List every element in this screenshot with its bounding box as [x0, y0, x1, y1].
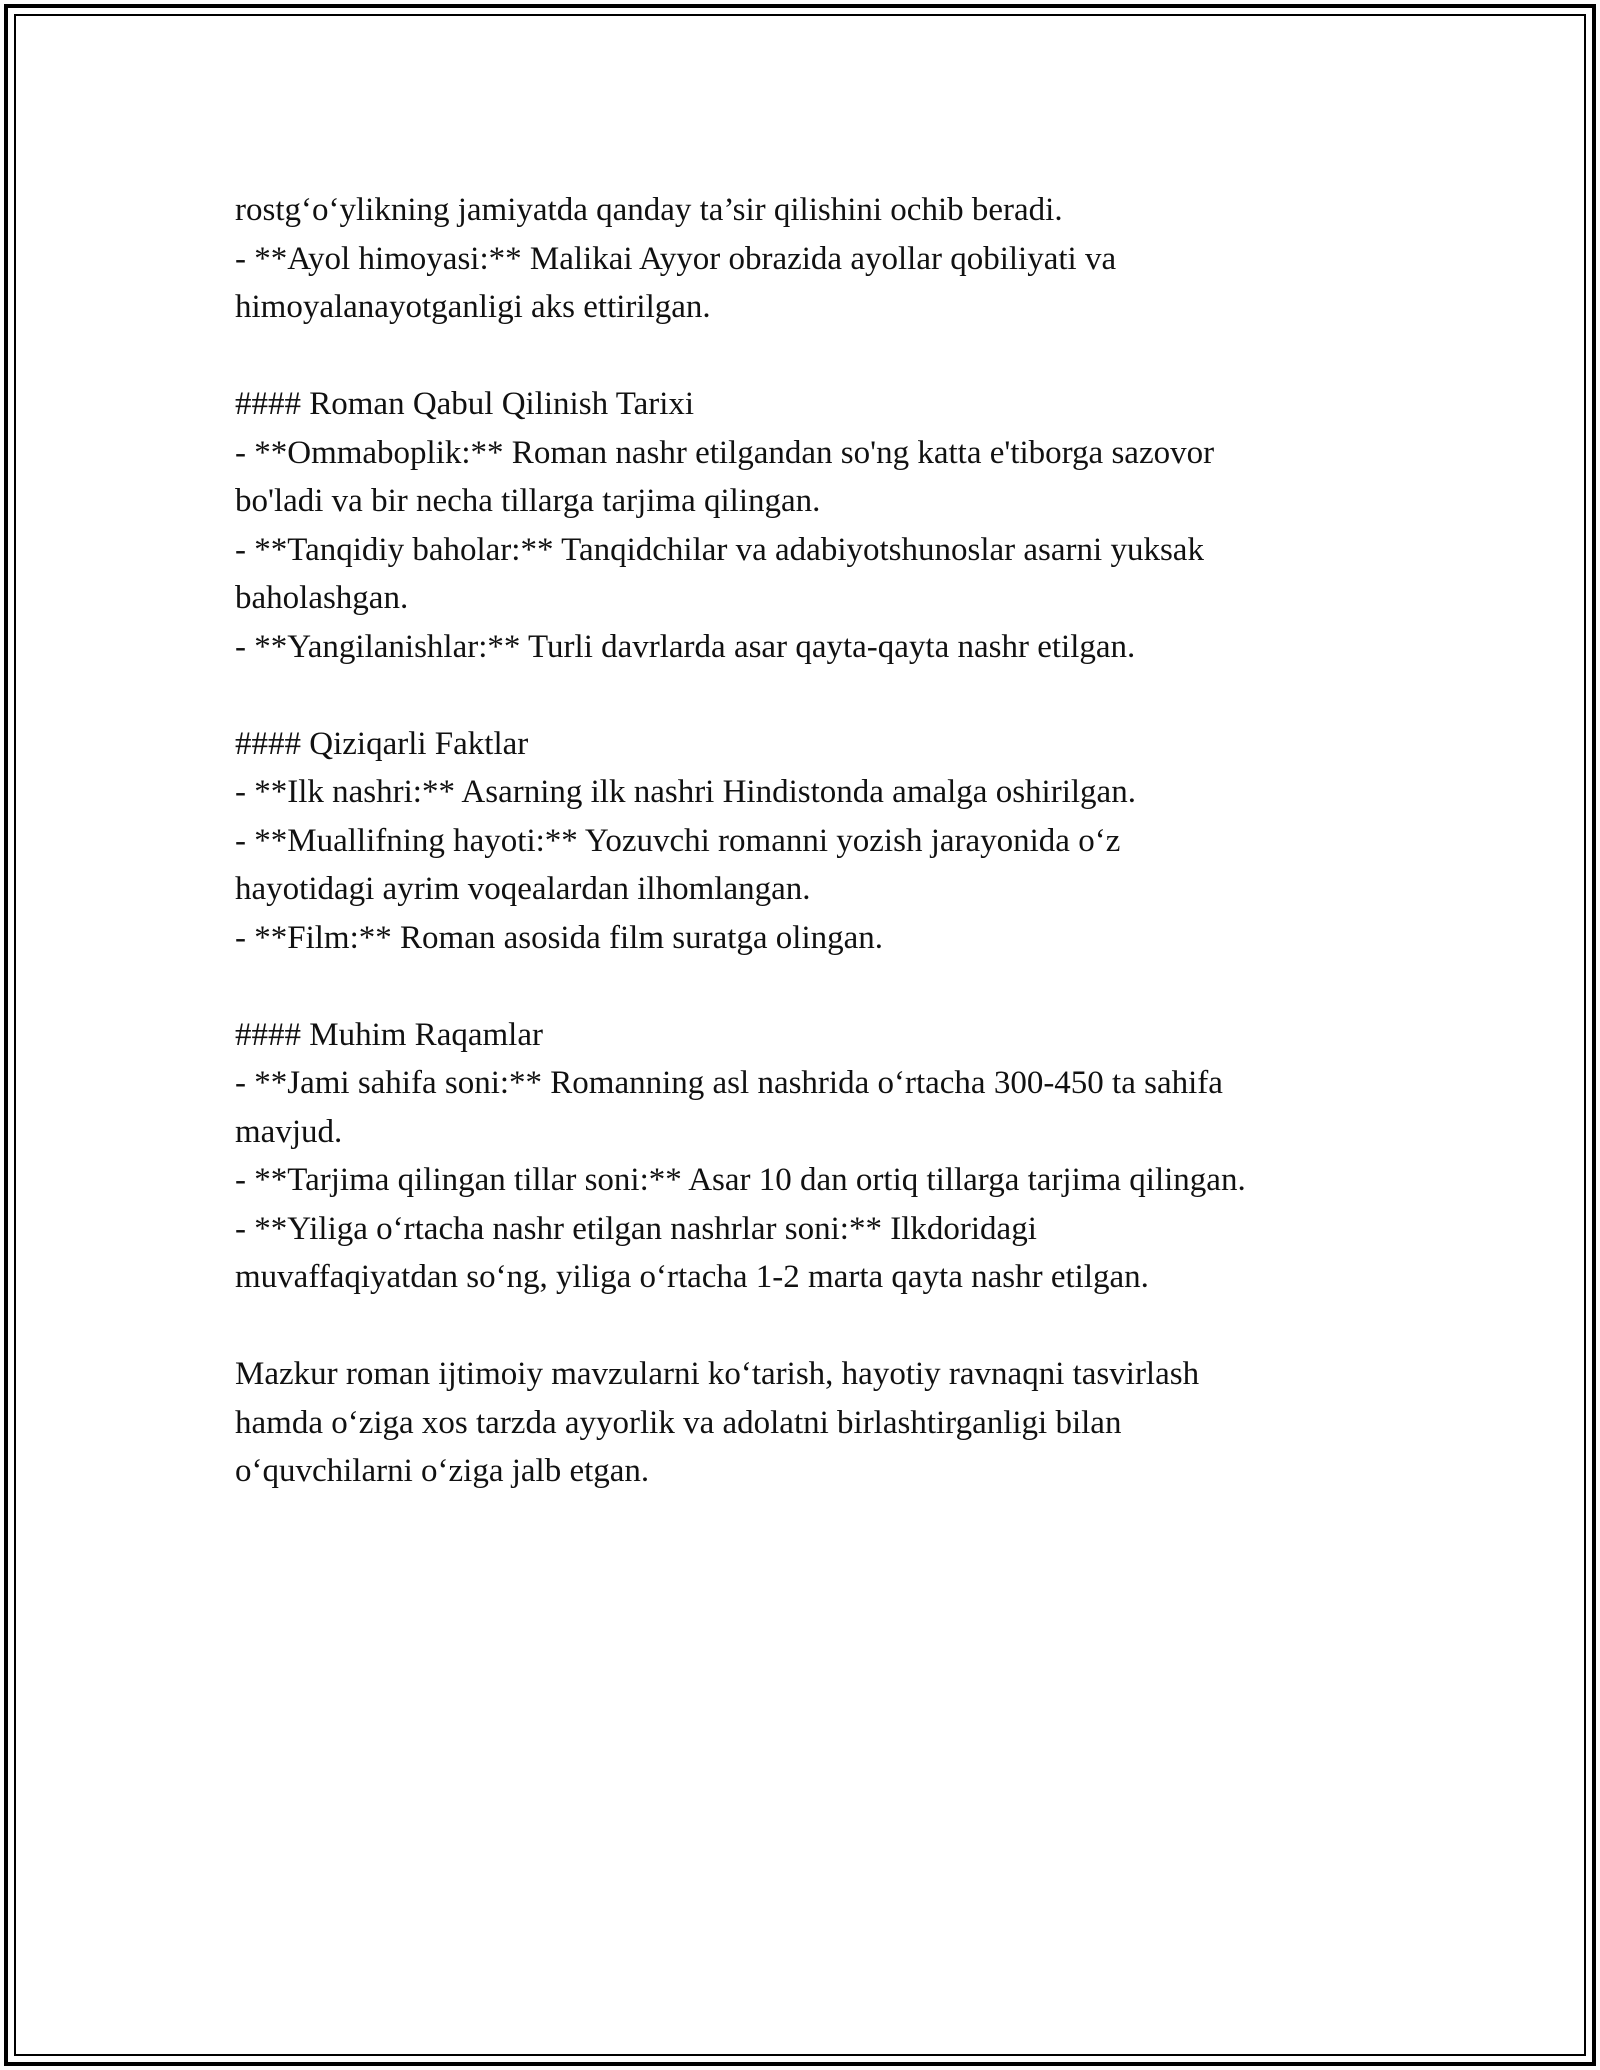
bullet-line: - **Muallifning hayoti:** Yozuvchi romanni yozish jarayonida o‘z: [235, 822, 1121, 859]
section-heading: #### Muhim Raqamlar: [235, 1016, 543, 1053]
text-line: Mazkur roman ijtimoiy mavzularni ko‘tarish, hayotiy ravnaqni tasvirlash: [235, 1356, 1200, 1392]
text-line: hayotidagi ayrim voqealardan ilhomlangan.: [235, 871, 811, 907]
section-heading: #### Qiziqarli Faktlar: [235, 725, 529, 762]
bullet-line: - **Yangilanishlar:** Turli davrlarda asar qayta-qayta nashr etilgan.: [235, 628, 1136, 665]
text-line: o‘quvchilarni o‘ziga jalb etgan.: [235, 1453, 650, 1489]
bullet-line: - **Jami sahifa soni:** Romanning asl nashrida o‘rtacha 300-450 ta sahifa: [235, 1065, 1223, 1101]
bullet-line: - **Tanqidiy baholar:** Tanqidchilar va adabiyotshunoslar asarni yuksak: [235, 531, 1204, 568]
text-line: muvaffaqiyatdan so‘ng, yiliga o‘rtacha 1-2 marta qayta nashr etilgan.: [235, 1259, 1149, 1295]
text-line: himoyalanayotganligi aks ettirilgan.: [235, 289, 711, 325]
conclusion-paragraph: [235, 1350, 1385, 1496]
text-line: mavjud.: [235, 1113, 343, 1150]
section-reception: [235, 380, 1385, 671]
bullet-line: - **Ilk nashri:** Asarning ilk nashri Hindistonda amalga oshirilgan.: [235, 774, 1136, 810]
paragraph-gap: [235, 332, 1385, 381]
text-line: rostg‘o‘ylikning jamiyatda qanday ta’sir qilishini ochib beradi.: [235, 192, 1063, 228]
bullet-line: - **Film:** Roman asosida film suratga olingan.: [235, 919, 884, 956]
bullet-line: - **Yiliga o‘rtacha nashr etilgan nashrlar soni:** Ilkdoridagi: [235, 1210, 1037, 1247]
bullet-line: - **Ommaboplik:** Roman nashr etilgandan so'ng katta e'tiborga sazovor: [235, 434, 1215, 471]
bullet-line: - **Ayol himoyasi:** Malikai Ayyor obrazida ayollar qobiliyati va: [235, 240, 1117, 277]
section-heading: #### Roman Qabul Qilinish Tarixi: [235, 386, 695, 422]
paragraph-gap: [235, 1302, 1385, 1351]
text-line: bo'ladi va bir necha tillarga tarjima qilingan.: [235, 483, 821, 519]
section-numbers: [235, 1011, 1385, 1302]
text-line: hamda o‘ziga xos tarzda ayyorlik va adolatni birlashtirganligi bilan: [235, 1404, 1122, 1441]
paragraph-gap: [235, 671, 1385, 720]
bullet-line: - **Tarjima qilingan tillar soni:** Asar 10 dan ortiq tillarga tarjima qilingan.: [235, 1162, 1246, 1198]
document-body: [235, 186, 1385, 1496]
section-facts: [235, 720, 1385, 963]
text-line: baholashgan.: [235, 580, 409, 616]
paragraph-gap: [235, 962, 1385, 1011]
intro-block: [235, 186, 1385, 332]
